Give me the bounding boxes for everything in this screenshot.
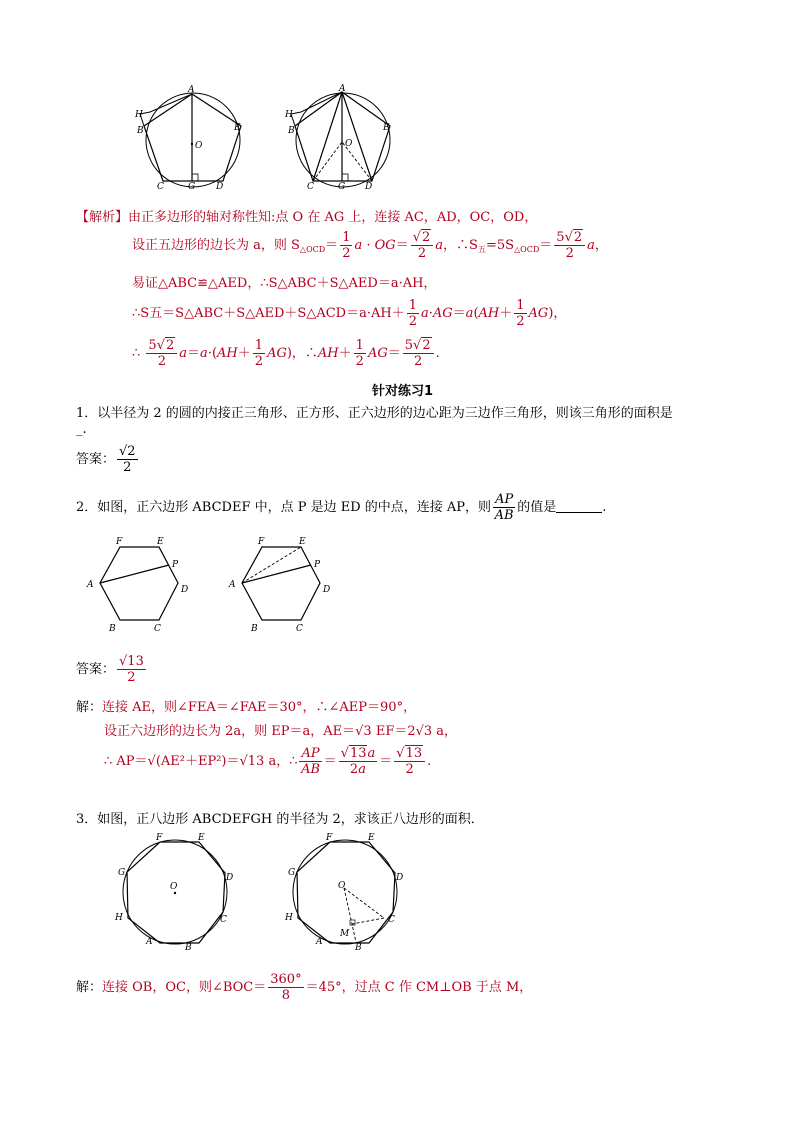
q2-answer: 答案： $\frac{√13}{2}$ [76,654,144,685]
label-A: A [188,85,195,95]
svg-text:F: F [258,537,265,547]
solution-line-2: 设正五边形的边长为 a，则 $S_{\triangle OCD}=$ $\frac{1}{2}$ a · OG＝ $\frac{√2}{2}$ a，$\therefore S_五=5S_{\triangle OCD}=$ $\frac{5√2}{2}$ a， [132,230,608,261]
label-O: O [195,141,203,151]
svg-text:B: B [109,624,116,634]
label-E: E [383,123,390,133]
label-C: C [307,182,314,192]
label-H: H [285,110,293,120]
svg-text:E: E [368,833,375,843]
pentagon-figure-right [282,84,412,194]
label-D: D [216,182,224,192]
label-B: B [288,126,295,136]
svg-text:F: F [116,537,123,547]
q1-text-cont: _. [76,422,87,437]
q2-answer-label: 答案： [76,662,116,677]
q3-sol-line-1: 解：连接 OB，OC，则∠BOC＝ $\frac{360^\circ}{8}$ ＝45°，过点 C 作 CM⊥OB 于点 M， [76,972,533,1003]
pentagon-figure-left [130,84,260,194]
svg-text:H: H [285,913,293,923]
solution-line-3: 易证△ABC≌△AED，∴S△ABC＋S△AED＝a·AH， [132,276,437,291]
svg-text:H: H [115,913,123,923]
label-A: A [339,84,346,94]
svg-text:B: B [355,943,362,952]
svg-text:E: E [299,537,306,547]
q2-sol-line-2: 设正六边形的边长为 2a，则 EP＝a，AE＝√3 EF＝2√3 a， [104,724,458,739]
section-title: 针对练习1 [372,384,434,399]
label-E: E [234,123,241,133]
svg-text:C: C [296,624,303,634]
svg-text:M: M [340,929,350,939]
svg-text:P: P [314,560,321,570]
label-C: C [157,182,164,192]
svg-text:O: O [170,882,178,892]
svg-text:D: D [226,873,234,883]
label-O: O [345,139,353,149]
solution-line-5: ∴ $\frac{5√2}{2}$ a＝a·(AH＋ $\frac{1}{2}$ AG)，∴AH＋ $\frac{1}{2}$ AG＝ $\frac{5√2}{2}$ . [132,338,440,369]
octagon-figure-left [110,832,240,952]
svg-text:A: A [229,580,236,590]
solution-text-1: 由正多边形的轴对称性知:点 O 在 AG 上，连接 AC，AD，OC，OD， [128,210,538,225]
label-G: G [188,182,196,192]
svg-text:D: D [323,585,331,595]
q1-text: 1．以半径为 2 的圆的内接正三角形、正方形、正六边形的边心距为三边作三角形，则该三角形的面积是 [76,406,673,421]
svg-text:E: E [198,833,205,843]
label-H: H [135,110,143,120]
answer-blank [556,500,602,513]
svg-text:G: G [118,868,126,878]
svg-text:C: C [220,915,227,925]
q3-text: 3．如图，正八边形 ABCDEFGH 的半径为 2，求该正八边形的面积． [76,812,484,827]
q2-sol-line-3: ∴ AP＝√(AE²＋EP²)＝√13 a，∴ $\frac{AP}{AB}$ ＝ $\frac{√13a}{2a}$ ＝ $\frac{√13}{2}$ . [104,746,432,777]
label-B: B [137,126,144,136]
hexagon-figure-left [84,536,204,636]
svg-text:P: P [172,560,179,570]
svg-text:A: A [316,937,323,947]
svg-text:C: C [388,915,395,925]
svg-text:A: A [87,580,94,590]
svg-text:D: D [396,873,404,883]
svg-text:B: B [185,943,192,952]
svg-text:B: B [251,624,258,634]
q2-sol-line-1: 解：连接 AE，则∠FEA＝∠FAE＝30°，∴∠AEP＝90°， [76,700,417,715]
label-D: D [365,182,373,192]
solution-label: 【解析】 [76,210,129,225]
q1-answer-label: 答案： [76,452,116,467]
hexagon-figure-right [226,536,346,636]
solution-line-4: ∴S五＝S△ABC＋S△AED＋S△ACD＝a·AH＋ $\frac{1}{2}$ a·AG＝a(AH＋ $\frac{1}{2}$ AG)， [132,298,567,329]
svg-text:C: C [154,624,161,634]
label-G: G [338,182,346,192]
svg-text:D: D [181,585,189,595]
q2-text: 2．如图，正六边形 ABCDEF 中，点 P 是边 ED 的中点，连接 AP，则 $\frac{AP}{AB}$ 的值是 . [76,492,607,523]
svg-text:F: F [326,833,333,843]
svg-text:E: E [157,537,164,547]
svg-text:G: G [288,868,296,878]
svg-text:A: A [146,937,153,947]
solution-line-1 [76,206,537,225]
svg-text:O: O [338,881,346,891]
svg-text:F: F [156,833,163,843]
octagon-figure-right [280,832,410,952]
q1-answer: 答案： $\frac{√2}{2}$ [76,444,136,475]
